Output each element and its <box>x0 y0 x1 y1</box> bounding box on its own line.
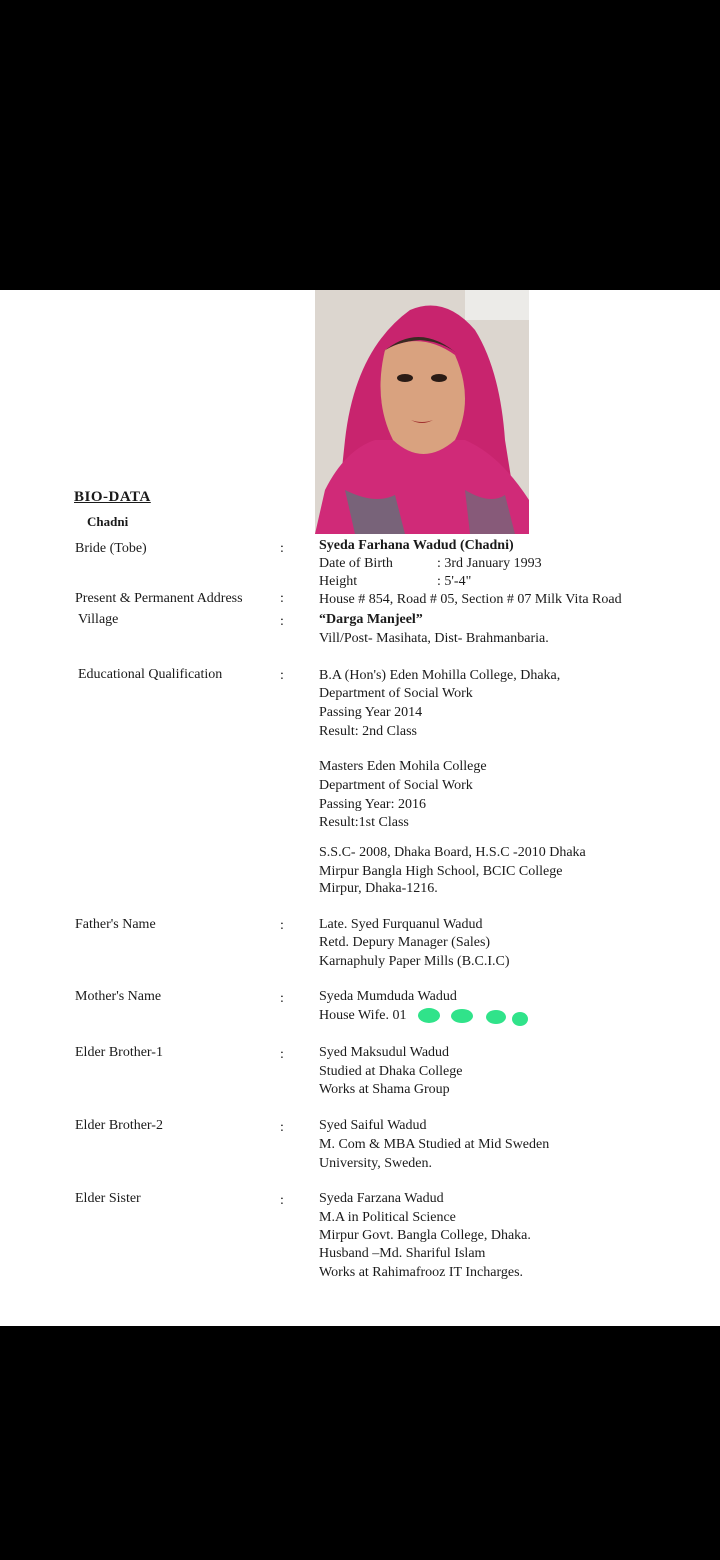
bride-label: Bride (Tobe) <box>75 541 147 556</box>
document-title: BIO-DATA <box>74 489 151 505</box>
colon: : <box>280 918 284 933</box>
education-line: Passing Year 2014 <box>319 705 423 720</box>
father-line: Karnaphuly Paper Mills (B.C.I.C) <box>319 954 510 969</box>
dob-label: Date of Birth <box>319 556 393 571</box>
bride-name: Syeda Farhana Wadud (Chadni) <box>319 538 514 553</box>
education-line: Mirpur Bangla High School, BCIC College <box>319 864 563 879</box>
education-line: Result: 2nd Class <box>319 724 418 739</box>
sister-label: Elder Sister <box>75 1191 141 1206</box>
address-label: Present & Permanent Address <box>75 591 243 606</box>
brother1-label: Elder Brother-1 <box>75 1045 163 1060</box>
brother1-line: Works at Shama Group <box>319 1082 450 1097</box>
father-label: Father's Name <box>75 917 156 932</box>
education-line: B.A (Hon's) Eden Mohilla College, Dhaka, <box>319 668 561 683</box>
biodata-document <box>0 290 720 1326</box>
colon: : <box>280 1047 284 1062</box>
father-line: Retd. Depury Manager (Sales) <box>319 935 491 950</box>
redaction-mark <box>486 1010 506 1024</box>
village-detail: Vill/Post- Masihata, Dist- Brahmanbaria. <box>319 631 549 646</box>
brother2-line: University, Sweden. <box>319 1156 433 1171</box>
height-value: : 5'-4" <box>437 574 472 589</box>
brother2-line: M. Com & MBA Studied at Mid Sweden <box>319 1137 550 1152</box>
redaction-mark <box>512 1012 528 1026</box>
sister-line: Works at Rahimafrooz IT Incharges. <box>319 1265 524 1280</box>
colon: : <box>280 614 284 629</box>
sister-line: Husband –Md. Shariful Islam <box>319 1246 486 1261</box>
colon: : <box>280 991 284 1006</box>
redaction-mark <box>451 1009 473 1023</box>
height-label: Height <box>319 574 358 589</box>
sister-line: M.A in Political Science <box>319 1210 456 1225</box>
village-label: Village <box>78 612 119 627</box>
colon: : <box>280 1193 284 1208</box>
redaction-mark <box>418 1008 440 1023</box>
portrait-photo <box>315 290 529 534</box>
sister-line: Mirpur Govt. Bangla College, Dhaka. <box>319 1228 531 1243</box>
brother2-label: Elder Brother-2 <box>75 1118 163 1133</box>
education-line: Department of Social Work <box>319 686 473 701</box>
village-name: “Darga Manjeel” <box>319 612 423 627</box>
education-line: Masters Eden Mohila College <box>319 759 487 774</box>
education-line: Result:1st Class <box>319 815 409 830</box>
education-line: Mirpur, Dhaka-1216. <box>319 881 438 896</box>
mother-line: Syeda Mumduda Wadud <box>319 989 457 1004</box>
brother1-line: Studied at Dhaka College <box>319 1064 463 1079</box>
nickname: Chadni <box>87 514 129 529</box>
mother-line: House Wife. 01 <box>319 1008 407 1023</box>
education-line: S.S.C- 2008, Dhaka Board, H.S.C -2010 Dhaka <box>319 845 586 860</box>
colon: : <box>280 1120 284 1135</box>
mother-label: Mother's Name <box>75 989 162 1004</box>
education-line: Department of Social Work <box>319 778 473 793</box>
sister-line: Syeda Farzana Wadud <box>319 1191 444 1206</box>
dob-value: : 3rd January 1993 <box>437 556 542 571</box>
colon: : <box>280 541 284 556</box>
education-line: Passing Year: 2016 <box>319 797 426 812</box>
brother2-line: Syed Saiful Wadud <box>319 1118 427 1133</box>
education-label: Educational Qualification <box>78 667 223 682</box>
colon: : <box>280 591 284 606</box>
colon: : <box>280 668 284 683</box>
father-line: Late. Syed Furquanul Wadud <box>319 917 483 932</box>
brother1-line: Syed Maksudul Wadud <box>319 1045 450 1060</box>
address-value: House # 854, Road # 05, Section # 07 Milk Vita Road <box>319 592 622 607</box>
